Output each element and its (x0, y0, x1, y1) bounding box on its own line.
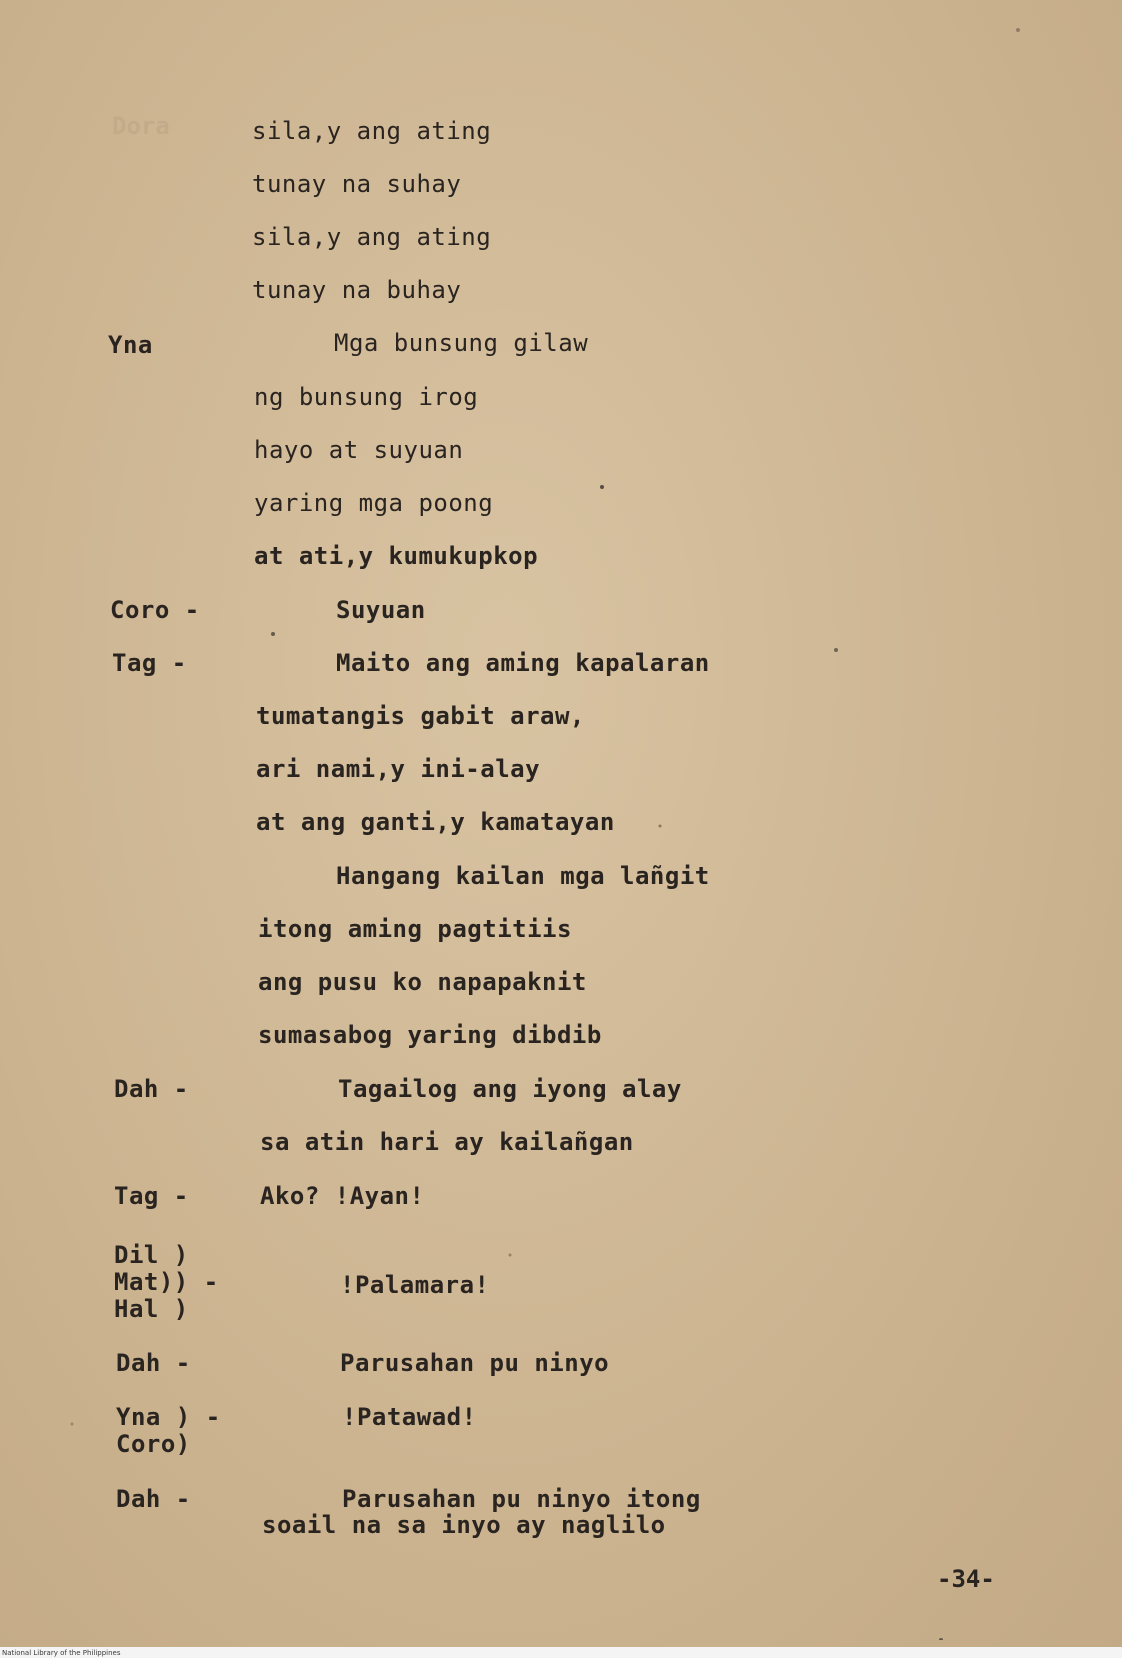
verse-line: Parusahan pu ninyo itong (342, 1485, 701, 1513)
verse-line: Parusahan pu ninyo (340, 1349, 610, 1377)
verse-line: tunay na buhay (252, 276, 462, 304)
bleed-through-text: Dora (112, 112, 170, 140)
footer-strip (0, 1647, 1122, 1658)
speaker-label: Coro - (110, 596, 200, 624)
speaker-label: Dah - (114, 1075, 189, 1103)
verse-line: !Patawad! (342, 1403, 477, 1431)
verse-line: yaring mga poong (254, 489, 494, 517)
verse-line: Suyuan (336, 596, 426, 624)
verse-line: tunay na suhay (252, 170, 462, 198)
speaker-label: Coro) (116, 1430, 191, 1458)
speaker-label: Tag - (114, 1182, 189, 1210)
verse-line: hayo at suyuan (254, 436, 464, 464)
footer-credit: National Library of the Philippines (2, 1649, 121, 1657)
speaker-label: Dil ) (114, 1241, 189, 1269)
speaker-label: Tag - (112, 649, 187, 677)
verse-line: sila,y ang ating (252, 117, 492, 145)
verse-line: ari nami,y ini-alay (256, 755, 541, 783)
speaker-label: Dah - (116, 1485, 191, 1513)
verse-line: at ang ganti,y kamatayan (256, 808, 615, 836)
verse-line: itong aming pagtitiis (258, 915, 572, 943)
verse-line: ng bunsung irog (254, 383, 479, 411)
verse-line: at ati,y kumukupkop (254, 542, 539, 570)
page-number: -34- (937, 1565, 995, 1593)
verse-line: sa atin hari ay kailañgan (260, 1128, 634, 1156)
speaker-label: Yna (108, 331, 153, 359)
verse-line: sila,y ang ating (252, 223, 492, 251)
speaker-label: Mat)) - (114, 1268, 219, 1296)
verse-line: ang pusu ko napapaknit (258, 968, 587, 996)
verse-line: soail na sa inyo ay naglilo (262, 1511, 666, 1539)
speaker-label: Yna ) - (116, 1403, 221, 1431)
speaker-label: Hal ) (114, 1295, 189, 1323)
verse-line: Tagailog ang iyong alay (338, 1075, 682, 1103)
verse-line: Mga bunsung gilaw (334, 329, 589, 357)
verse-line: Hangang kailan mga lañgit (336, 862, 710, 890)
verse-line: !Palamara! (340, 1271, 490, 1299)
verse-line: sumasabog yaring dibdib (258, 1021, 602, 1049)
verse-line: tumatangis gabit araw, (256, 702, 585, 730)
verse-line: Maito ang aming kapalaran (336, 649, 710, 677)
verse-line: Ako? !Ayan! (260, 1182, 425, 1210)
speaker-label: Dah - (116, 1349, 191, 1377)
